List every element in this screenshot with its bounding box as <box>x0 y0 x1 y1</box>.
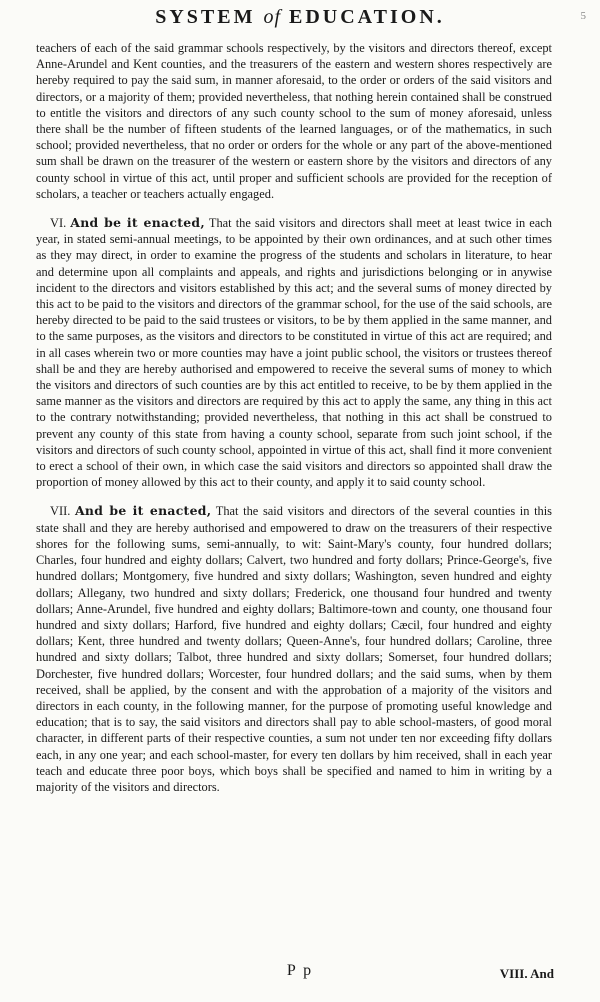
continuation-paragraph: teachers of each of the said grammar schools respectively, by the visitors and directors thereof, except Anne-Arundel and Kent counties, and the treasurers of the eastern and western shores respectively are hereby required to pay the said sum, in manner aforesaid, to the order or orders of the said visitors and directors, or a majority of them; provided nevertheless, that nothing herein contained shall be construed to entitle the visitors and directors of any such county school to the sum of money aforesaid, unless there shall be the number of fifteen students of the learned languages, or of the mathematics, in such school; provided nevertheless, that no order or orders for the whole or any part of the above-mentioned sum shall be drawn on the treasurer of the western or eastern shore by the visitors and directors of any county school in virtue of this act, until proper and sufficient schools are provided for the reception of scholars, a teacher or teachers actually engaged. <box>36 41 552 201</box>
page-mark: 5 <box>580 10 586 22</box>
section-number: VI. <box>50 216 67 231</box>
section-vii <box>36 503 552 795</box>
section-vi <box>36 215 552 490</box>
running-head-system: SYSTEM <box>155 6 256 28</box>
section-number: VII. <box>50 504 71 519</box>
running-head <box>0 6 600 29</box>
section-text: That the said visitors and directors of the several counties in this state shall and they are hereby authorised and empowered to draw on the treasurers of their respective shores for the following sums, semi-annually, to wit: Saint-Mary's county, four hundred dollars; Charles, four hundred and eighty dollars; Calvert, two hundred and forty dollars; Prince-George's, five hundred dollars; Montgomery, five hundred and sixty dollars; Washington, seven hundred and eighty dollars; Allegany, two hundred and sixty dollars; Frederick, one thousand four hundred and twenty dollars; Anne-Arundel, five hundred and eighty dollars; Baltimore-town and county, one thousand four hundred and sixty dollars; Harford, five hundred and eighty dollars; Cæcil, four hundred and eighty dollars; Kent, three hundred and twenty dollars; Queen-Anne's, four hundred dollars; Caroline, three hundred and sixty dollars; Talbot, three hundred and sixty dollars; Somerset, four hundred dollars; Dorchester, five hundred dollars; Worcester, four hundred dollars; and the said sums, when by them received, shall be applied, by the consent and with the approbation of a majority of the visitors and directors in each county, in the following manner, for the purpose of promoting useful knowledge and education; that is to say, the said visitors and directors shall pay to able school-masters, of good moral character, in different parts of their respective counties, a sum not under ten nor exceeding fifty dollars each, in any one year; and each school-master, for every ten dollars by him received, shall in each year teach and educate three poor boys, which boys shall be specified and named to him in writing by a majority of the visitors and directors. <box>36 504 553 794</box>
running-head-education: EDUCATION. <box>289 6 445 28</box>
signature-mark: P p <box>286 962 314 979</box>
running-head-of: of <box>263 6 282 28</box>
section-text: That the said visitors and directors shall meet at least twice in each year, in stated semi-annual meetings, to be appointed by their own ordinances, and at such other times as they may direct, in order to examine the progress of the students and scholars in literature, to hear and determine upon all complaints and appeals, and rights and jurisdictions belonging or in anywise incident to the directors and visitors established by this act; and the several sums of money directed by this act to be paid to the visitors and directors of the grammar school, for the use of the said schools, are hereby directed to be paid to the said trustees or visitors, to be by them applied in the same manner, and to the same purposes, as the visitors and directors to be constituted in virtue of this act are required; and in all cases wherein two or more counties may have a joint public school, the visitors or trustees thereof shall be and they are hereby authorised and empowered to receive the several sums of money to which the visitors and directors of such counties are by this act entitled to receive, to be by them applied in the same manner as the visitors and directors are required by this act to apply the same, any thing in this act to the contrary notwithstanding; provided nevertheless, that nothing in this act shall be construed to prevent any county of this state from having a county school, separate from such joint school, if the visitors and directors of such county school, appointed in virtue of this act, shall find it more convenient to erect a school of their own, in which case the said visitors and directors so appointed shall draw the proportion of money allowed by this act to their county, and apply it to said county school. <box>36 216 552 490</box>
enacting-clause: And be it enacted, <box>70 215 205 231</box>
enacting-clause: And be it enacted, <box>74 503 212 519</box>
catchword: VIII. And <box>499 966 554 981</box>
body-text <box>36 40 552 795</box>
